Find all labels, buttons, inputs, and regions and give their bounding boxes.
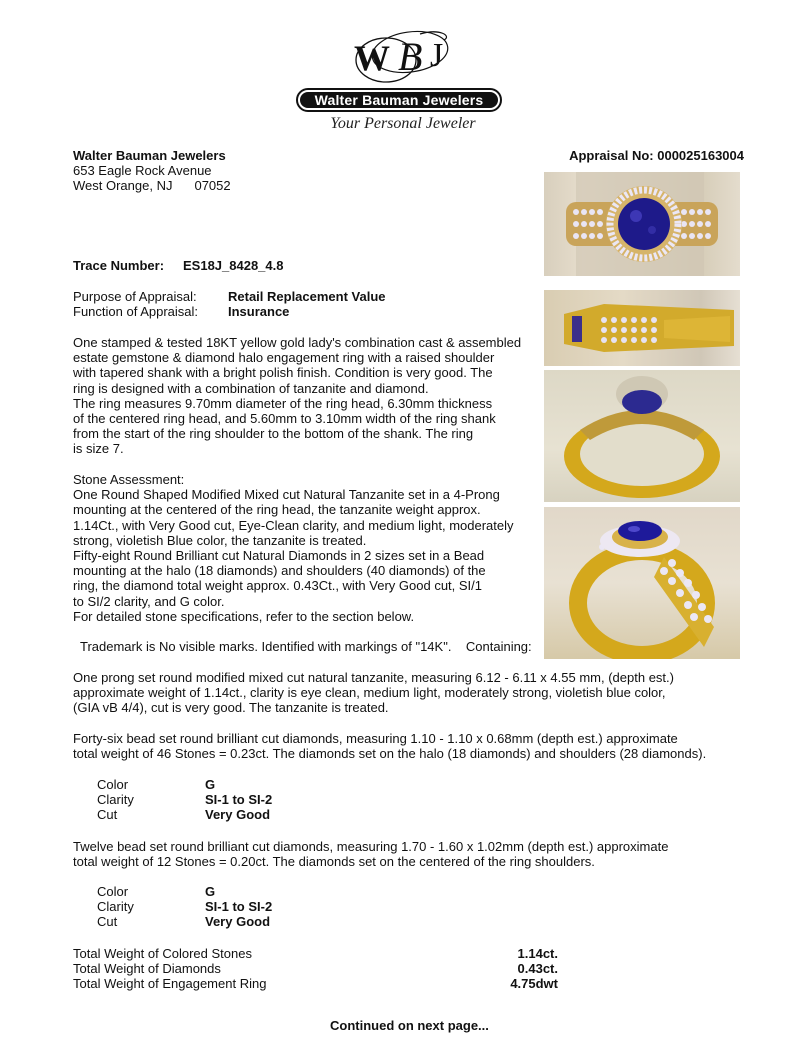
assessment-line: mounting at the centered of the ring head, the tanzanite weight approx. [73,502,481,518]
company-address: 653 Eagle Rock Avenue [73,163,212,178]
spec-row-clarity [97,792,273,808]
diamond-group-line: total weight of 12 Stones = 0.20ct. The diamonds set on the centered of the ring shoulders. [73,854,595,870]
totals-table [73,946,558,992]
description-line: ring is designed with a combination of tanzanite and diamond. [73,380,429,396]
spec-value: G [205,884,216,899]
svg-text:W: W [354,38,390,78]
stone-assessment [73,472,514,624]
trademark-note: Trademark is No visible marks. Identified with markings of "14K". Containing: [80,639,532,654]
total-label: Total Weight of Diamonds [73,961,221,977]
trace-number-value: ES18J_8428_4.8 [183,258,284,273]
description-line: is size 7. [73,441,124,457]
company-logo [292,26,508,138]
logo-tagline: Your Personal Jeweler [330,115,476,132]
purpose-label: Purpose of Appraisal: [73,289,197,304]
logo-banner [296,88,502,112]
spec-value: SI-1 to SI-2 [205,792,273,808]
spec-label: Color [97,884,129,899]
total-value: 4.75dwt [510,976,558,992]
function-value: Insurance [228,304,290,319]
appraisal-number [569,148,744,163]
appraisal-label: Appraisal No: [569,148,654,163]
ring-description [73,335,521,457]
total-row-ring [73,976,558,991]
tanzanite-line: (GIA vB 4/4), cut is very good. The tanzanite is treated. [73,700,389,716]
description-line: The ring measures 9.70mm diameter of the ring head, 6.30mm thickness [73,395,493,411]
assessment-line: 1.14Ct., with Very Good cut, Eye-Clean clarity, and medium light, moderately [73,517,514,533]
ring-top-view-photo [544,172,740,276]
spec-label: Clarity [97,792,134,808]
diamond-group-line: Twelve bead set round brilliant cut diamonds, measuring 1.70 - 1.60 x 1.02mm (depth est.) approximate [73,839,669,854]
stone-assessment-heading: Stone Assessment: [73,472,185,487]
spec-row-cut [97,807,271,823]
purpose-value: Retail Replacement Value [228,289,386,304]
ring-side-view-photo [544,290,740,366]
diamond-group-halo-shoulders [73,731,706,761]
spec-label: Color [97,777,129,792]
spec-label: Clarity [97,899,134,915]
ring-back-view-photo [544,370,740,502]
spec-label: Cut [97,914,118,930]
description-line: with tapered shank with a bright polish finish. Condition is very good. The [73,365,493,381]
assessment-line: Fifty-eight Round Brilliant cut Natural Diamonds in 2 sizes set in a Bead [73,548,485,564]
diamond-group-1-specs [97,777,273,823]
diamond-group-center-shoulders [73,839,668,869]
spec-row-color [97,884,216,899]
logo-banner-text: Walter Bauman Jewelers [300,92,498,108]
assessment-line: to SI/2 clarity, and G color. [73,593,225,609]
continued-note: Continued on next page... [330,1018,489,1033]
assessment-line: strong, violetish Blue color, the tanzanite is treated. [73,532,367,548]
total-value: 1.14ct. [517,946,558,961]
description-line: of the centered ring head, and 5.60mm to 3.10mm width of the ring shank [73,411,496,427]
spec-value: Very Good [205,807,271,823]
spec-value: SI-1 to SI-2 [205,899,273,915]
spec-row-color [97,777,216,792]
svg-text:B: B [398,34,423,79]
assessment-line: ring, the diamond total weight approx. 0.43Ct., with Very Good cut, SI/1 [73,578,483,594]
spec-row-clarity [97,899,273,915]
tanzanite-line: approximate weight of 1.14ct., clarity is eye clean, medium light, moderately strong, violetish blue color, [73,685,666,701]
diamond-group-line: total weight of 46 Stones = 0.23ct. The diamonds set on the halo (18 diamonds) and shoulders (28 diamonds). [73,746,707,762]
assessment-line: mounting at the halo (18 diamonds) and shoulders (40 diamonds) of the [73,563,486,579]
tanzanite-line: One prong set round modified mixed cut natural tanzanite, measuring 6.12 - 6.11 x 4.55 mm, (depth est.) [73,670,674,685]
spec-value: Very Good [205,914,271,930]
tanzanite-detail [73,670,674,716]
total-label: Total Weight of Engagement Ring [73,976,267,992]
diamond-group-line: Forty-six bead set round brilliant cut diamonds, measuring 1.10 - 1.10 x 0.68mm (depth est.) approximate [73,731,678,746]
total-row-diamonds [73,961,558,976]
description-line: from the start of the ring shoulder to the bottom of the shank. The ring [73,426,474,442]
diamond-group-2-specs [97,884,273,930]
assessment-line: For detailed stone specifications, refer to the section below. [73,608,415,624]
spec-value: G [205,777,216,792]
assessment-line: One Round Shaped Modified Mixed cut Natural Tanzanite set in a 4-Prong [73,487,500,503]
ring-angle-view-photo [544,507,740,659]
description-line: estate gemstone & diamond halo engagement ring with a raised shoulder [73,350,495,366]
spec-label: Cut [97,807,118,823]
trace-number-label: Trace Number: [73,258,165,273]
total-label: Total Weight of Colored Stones [73,946,252,961]
company-city-state [73,178,231,193]
zip-code: 07052 [194,178,231,193]
appraisal-value: 000025163004 [657,148,744,163]
city-state: West Orange, NJ [73,178,173,193]
spec-row-cut [97,914,271,930]
svg-text:J: J [430,37,444,74]
description-line: One stamped & tested 18KT yellow gold lady's combination cast & assembled [73,335,522,350]
total-row-colored-stones [73,946,558,961]
wbj-monogram-icon [340,26,460,88]
total-value: 0.43ct. [517,961,558,977]
company-name: Walter Bauman Jewelers [73,148,226,163]
function-label: Function of Appraisal: [73,304,199,319]
